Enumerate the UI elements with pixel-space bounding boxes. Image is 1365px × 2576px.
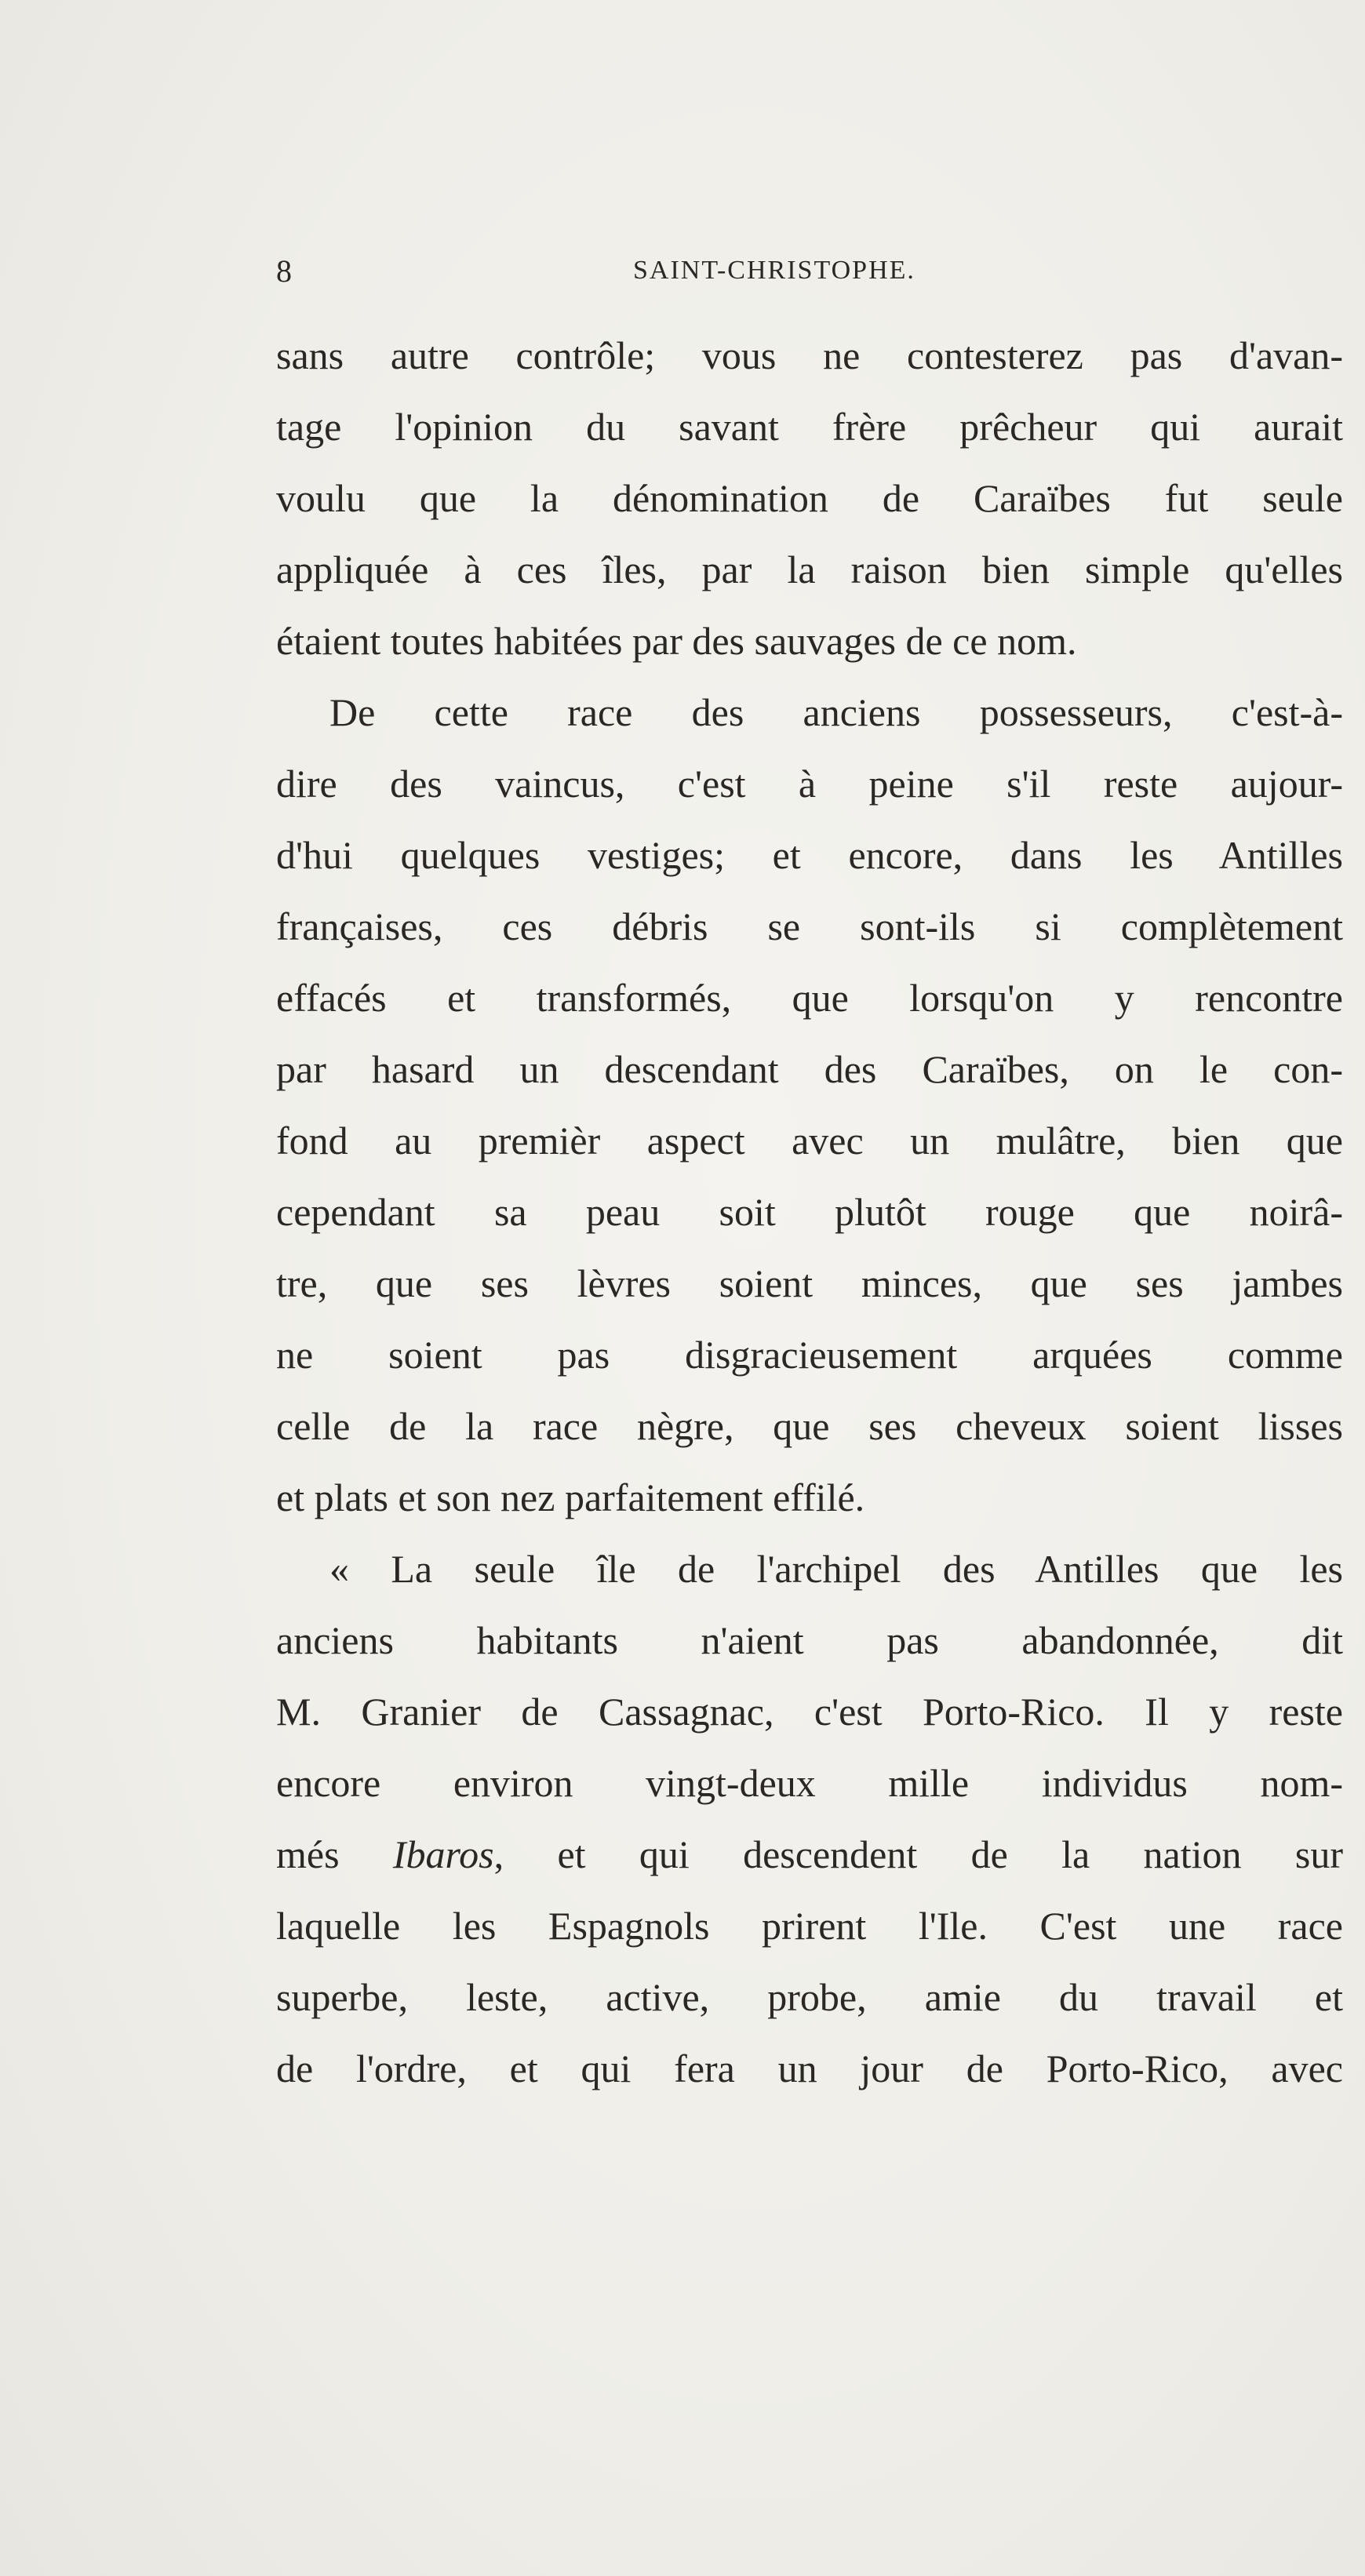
text-line: « La seule île de l'archipel des Antilles que les xyxy=(329,1547,1343,1591)
text-line: et plats et son nez parfaitement effilé. xyxy=(276,1475,865,1519)
text-line: de l'ordre, et qui fera un jour de Porto-Rico, avec xyxy=(276,2047,1343,2090)
italic-term: Ibaros xyxy=(392,1832,494,1876)
text-line: celle de la race nègre, que ses cheveux soient lisses xyxy=(276,1404,1343,1448)
text-line: par hasard un descendant des Caraïbes, on le con- xyxy=(276,1047,1343,1091)
text-line: dire des vaincus, c'est à peine s'il reste aujour- xyxy=(276,762,1343,806)
running-title: SAINT-CHRISTOPHE. xyxy=(633,256,915,285)
text-line: sans autre contrôle; vous ne contesterez pas d'avan- xyxy=(276,333,1343,377)
text-fragment: més xyxy=(276,1832,393,1876)
text-line: tre, que ses lèvres soient minces, que ses jambes xyxy=(276,1261,1343,1305)
text-line: ne soient pas disgracieusement arquées comme xyxy=(276,1333,1343,1377)
text-fragment: de la nation sur xyxy=(970,1832,1343,1876)
text-line: anciens habitants n'aient pas abandonnée, dit xyxy=(276,1618,1343,1662)
text-line: De cette race des anciens possesseurs, c'est-à- xyxy=(329,690,1343,734)
text-line: laquelle les Espagnols prirent l'Ile. C'est une race xyxy=(276,1904,1343,1948)
text-fragment: , et qui descendent xyxy=(493,1832,971,1876)
text-line: superbe, leste, active, probe, amie du travail et xyxy=(276,1975,1343,2019)
text-line: étaient toutes habitées par des sauvages de ce nom. xyxy=(276,619,1077,663)
page-header xyxy=(276,253,1343,300)
text-line-with-italic xyxy=(276,1819,1343,1890)
text-line: effacés et transformés, que lorsqu'on y rencontre xyxy=(276,976,1343,1020)
text-line: M. Granier de Cassagnac, c'est Porto-Rico. Il y reste xyxy=(276,1690,1343,1734)
text-line: voulu que la dénomination de Caraïbes fut seule xyxy=(276,476,1343,520)
text-line: appliquée à ces îles, par la raison bien simple qu'elles xyxy=(276,548,1343,591)
page-number: 8 xyxy=(276,253,293,289)
text-line: cependant sa peau soit plutôt rouge que noirâ- xyxy=(276,1190,1343,1234)
text-line: tage l'opinion du savant frère prêcheur qui aurait xyxy=(276,405,1343,449)
text-line: d'hui quelques vestiges; et encore, dans les Antilles xyxy=(276,833,1343,877)
text-line: françaises, ces débris se sont-ils si complètement xyxy=(276,904,1343,948)
text-line: encore environ vingt-deux mille individus nom- xyxy=(276,1761,1343,1805)
body-text xyxy=(276,320,1343,2105)
text-line: fond au premièr aspect avec un mulâtre, bien que xyxy=(276,1119,1343,1162)
